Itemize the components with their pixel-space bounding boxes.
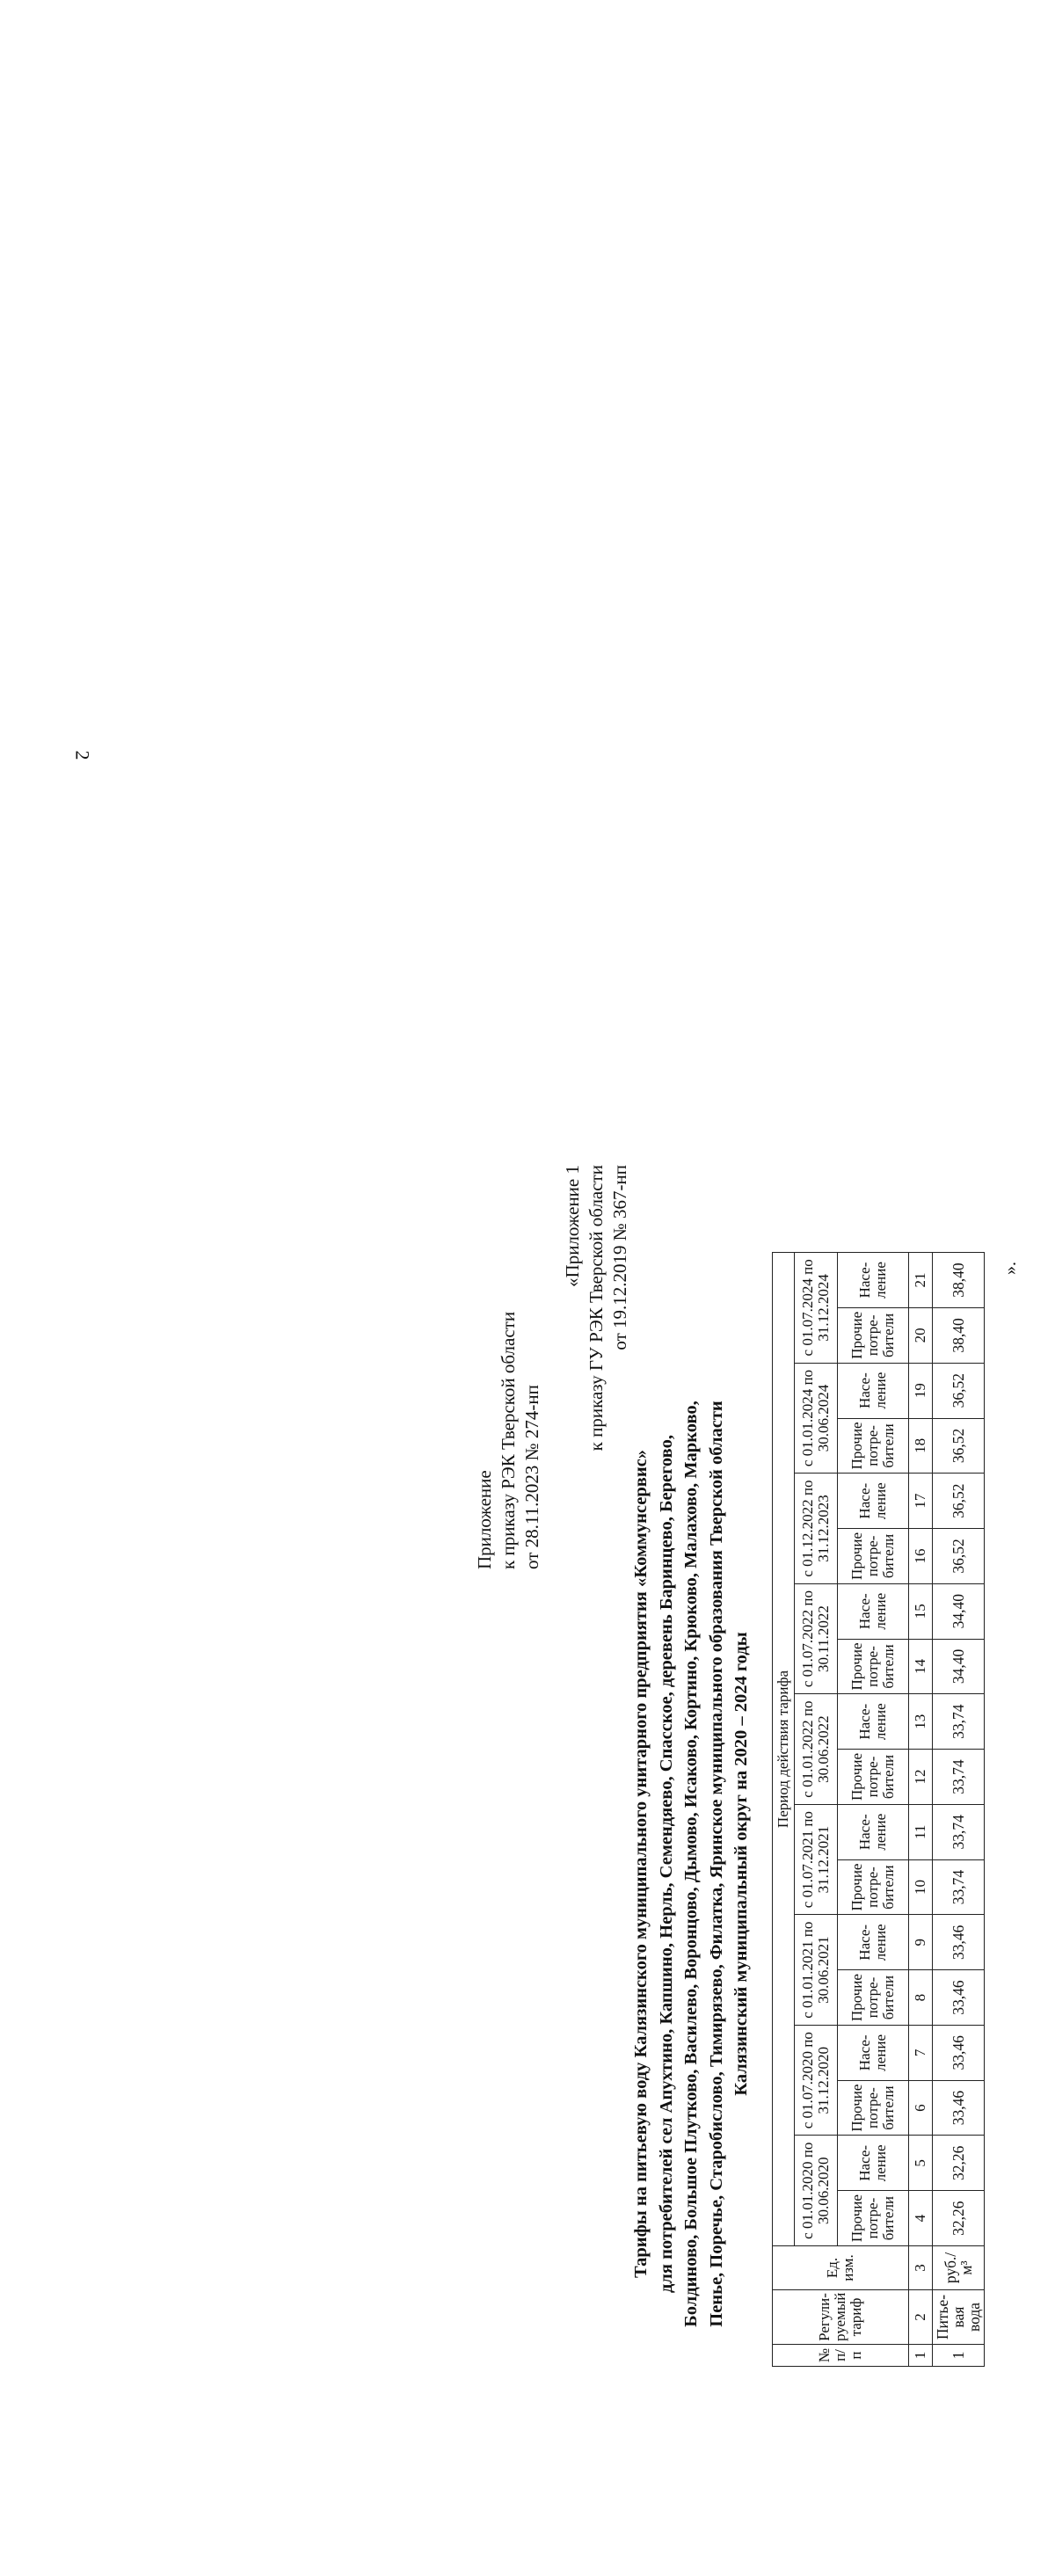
column-number: 1 [909,2345,933,2367]
appendix-header [473,1152,544,1569]
header-population: Насе-ление [838,1694,909,1750]
header-other-consumers: Прочие потре-бители [838,2191,909,2246]
header-population: Насе-ление [838,1583,909,1639]
column-number: 5 [909,2136,933,2191]
page-number: 2 [71,750,94,760]
header-period: с 01.07.2022 по 30.11.2022 [795,1583,838,1694]
column-number: 20 [909,1307,933,1363]
appendix-old-line-2: к приказу ГУ РЭК Тверской области [586,1165,607,1452]
header-period: с 01.07.2021 по 31.12.2021 [795,1804,838,1915]
header-period: с 01.07.2024 по 31.12.2024 [795,1253,838,1364]
column-number: 8 [909,1970,933,2026]
appendix-line-3: от 28.11.2023 № 274-нп [521,1385,542,1569]
tariff-value: 33,74 [933,1694,985,1750]
header-other-consumers: Прочие потре-бители [838,1529,909,1584]
header-period: с 01.01.2021 по 30.06.2021 [795,1915,838,2026]
column-number-row [909,1253,933,2367]
header-period: с 01.01.2020 по 30.06.2020 [795,2136,838,2246]
title-line-3: Болдиново, Большое Плутково, Василево, Воронцово, Дымово, Исаково, Кортино, Крюково, Малахово, Марково, [681,1401,701,2327]
header-regulated-tariff: Регули-руемый тариф [773,2290,909,2345]
header-population: Насе-ление [838,1804,909,1859]
column-number: 14 [909,1639,933,1694]
tariff-value: 36,52 [933,1418,985,1474]
header-other-consumers: Прочие потре-бители [838,1418,909,1474]
title-line-5: Калязинский муниципальный округ на 2020 – 2024 годы [731,1632,751,2096]
header-population: Насе-ление [838,1363,909,1418]
tariff-value: 33,46 [933,1970,985,2026]
closing-quote: ». [1000,1262,1020,1275]
header-period: с 01.01.2022 по 30.06.2022 [795,1694,838,1805]
tariff-value: 33,46 [933,2080,985,2136]
tariff-value: 33,74 [933,1750,985,1805]
column-number: 7 [909,2025,933,2080]
tariff-value: 36,52 [933,1363,985,1418]
column-number: 19 [909,1363,933,1418]
tariff-value: 33,46 [933,1915,985,1970]
column-number: 11 [909,1804,933,1859]
column-number: 18 [909,1418,933,1474]
header-population: Насе-ление [838,2136,909,2191]
header-other-consumers: Прочие потре-бители [838,1307,909,1363]
tariff-value: 33,46 [933,2025,985,2080]
tariff-value: 38,40 [933,1253,985,1308]
appendix-old-line-1: «Приложение 1 [562,1165,583,1287]
header-period: с 01.01.2024 по 30.06.2024 [795,1363,838,1474]
tariff-value: 34,40 [933,1639,985,1694]
title-line-4: Пеньe, Поречье, Старобислово, Тимирязево, Филатка, Яринское муниципального образования Тверской области [706,1401,726,2327]
rotated-page-content [431,1152,1055,2576]
header-other-consumers: Прочие потре-бители [838,1639,909,1694]
column-number: 10 [909,1859,933,1915]
tariff-value: 34,40 [933,1583,985,1639]
header-period: с 01.07.2020 по 31.12.2020 [795,2025,838,2136]
header-other-consumers: Прочие потре-бители [838,1859,909,1915]
column-number: 4 [909,2191,933,2246]
header-population: Насе-ление [838,2025,909,2080]
table-row [933,1253,985,2367]
title-line-1: Тарифы на питьевую воду Калязинского муниципального унитарного предприятия «Коммунсервис» [631,1449,651,2279]
header-row-number: № п/п [773,2345,909,2367]
appendix-line-2: к приказу РЭК Тверской области [498,1311,519,1569]
appendix-old-header [561,1165,632,1583]
header-population: Насе-ление [838,1915,909,1970]
tariff-value: 36,52 [933,1529,985,1584]
column-number: 21 [909,1253,933,1308]
column-number: 3 [909,2246,933,2290]
tariff-name: Питье-вая вода [933,2290,985,2345]
column-number: 6 [909,2080,933,2136]
document-title [629,1152,754,2576]
header-population: Насе-ление [838,1474,909,1529]
appendix-old-line-3: от 19.12.2019 № 367-нп [609,1165,630,1350]
tariff-value: 38,40 [933,1307,985,1363]
tariff-unit: руб./м³ [933,2246,985,2290]
column-number: 17 [909,1474,933,1529]
header-period-title: Период действия тарифа [773,1253,795,2246]
tariff-table [772,1252,985,2367]
header-unit: Ед. изм. [773,2246,909,2290]
column-number: 15 [909,1583,933,1639]
header-other-consumers: Прочие потре-бители [838,2080,909,2136]
column-number: 9 [909,1915,933,1970]
header-other-consumers: Прочие потре-бители [838,1750,909,1805]
appendix-line-1: Приложение [474,1470,495,1569]
column-number: 16 [909,1529,933,1584]
tariff-value: 32,26 [933,2191,985,2246]
title-line-2: для потребителей сел Апухтино, Капшино, Нерль, Семендяево, Спасское, деревень Баринцево, Берегово, [656,1435,676,2293]
tariff-value: 32,26 [933,2136,985,2191]
tariff-value: 33,74 [933,1859,985,1915]
header-population: Насе-ление [838,1253,909,1308]
column-number: 13 [909,1694,933,1750]
column-number: 12 [909,1750,933,1805]
header-period: с 01.12.2022 по 31.12.2023 [795,1474,838,1584]
tariff-value: 36,52 [933,1474,985,1529]
row-number: 1 [933,2345,985,2367]
header-other-consumers: Прочие потре-бители [838,1970,909,2026]
tariff-value: 33,74 [933,1804,985,1859]
column-number: 2 [909,2290,933,2345]
